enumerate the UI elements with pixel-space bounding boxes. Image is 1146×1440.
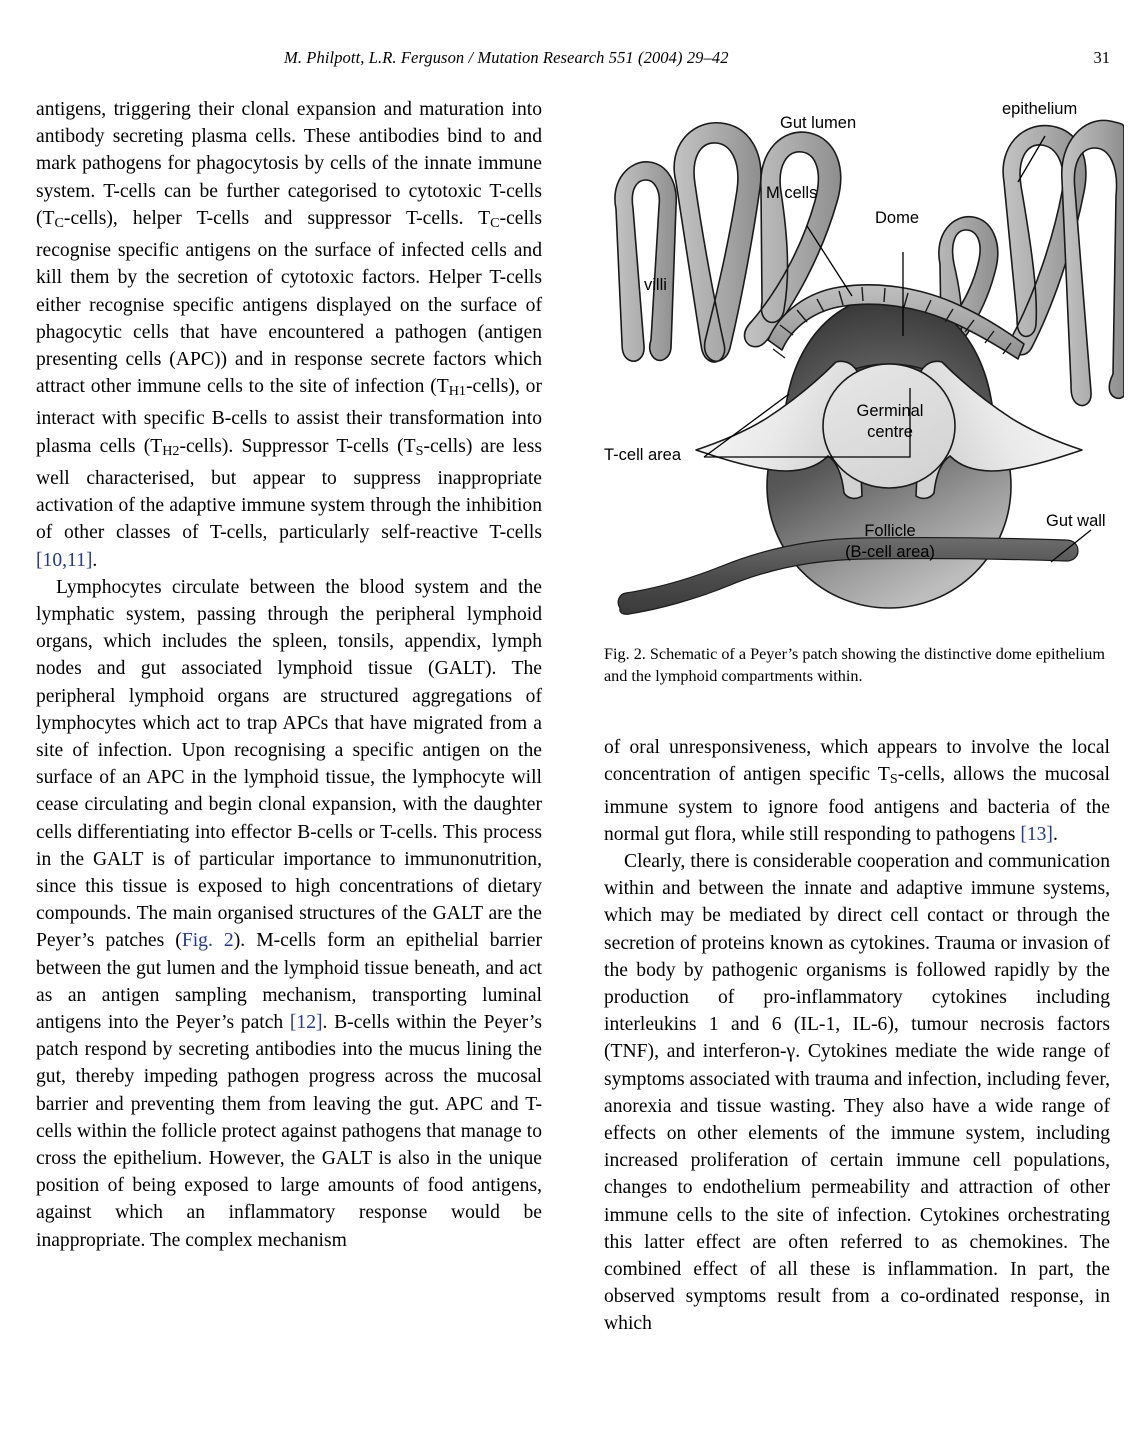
figure-label-epithelium: epithelium [1002,100,1078,118]
villus [1062,120,1124,405]
subscript: S [889,771,898,788]
figure-2 [604,96,1124,687]
page-number: 31 [1093,48,1110,67]
page-body [36,96,1110,1416]
figure-label-villi: villi [644,276,667,294]
figure-reference-link[interactable]: Fig. 2 [181,930,234,952]
figure-canvas [604,96,1124,636]
subscript: S [415,442,424,459]
figure-label-t-cell-area: T-cell area [604,446,682,464]
subscript: H1 [448,383,466,400]
reference-link[interactable]: [12] [289,1011,323,1033]
figure-label-m-cells: M cells [766,184,818,202]
germinal-centre-line-2: centre [867,423,913,441]
villi-left-group [615,123,841,362]
reference-link[interactable]: [10,11] [36,549,93,571]
germinal-centre-line-1: Germinal [856,402,924,420]
figure-label-germinal-centre [843,401,937,443]
figure-label-gut-lumen: Gut lumen [780,114,857,132]
figure-label-gut-wall: Gut wall [1046,512,1106,530]
villus [615,162,676,361]
follicle-line-2: (B-cell area) [845,543,935,561]
paragraph: Clearly, there is considerable cooperation and communication within and between the innate and adaptive immune systems, which may be mediated by direct cell contact or through the secretion of proteins known as cytokines. Trauma or invasion of the body by pathogenic organisms is followed rapidly by the production of pro-inflammatory cytokines including interleukins 1 and 6 (IL-1, IL-6), tumour necrosis factors (TNF), and interferon-γ. Cytokines mediate the wide range of symptoms associated with trauma and infection, including fever, anorexia and tissue wasting. They also have a wide range of effects on other elements of the immune system, including increased proliferation of certain immune cell populations, changes to endothelium permeability and attraction of other immune cells to the site of infection. Cytokines orchestrating this latter effect are often referred to as chemokines. The combined effect of all these is inflammation. In part, the observed symptoms result from a co-ordinated response, in which [604,850,1110,1335]
paragraph: of oral unresponsiveness, which appears to involve the local concentration of antigen specific $T_S$-cells, allows the mucosal immune system to ignore food antigens and bacteria of the normal gut flora, while still responding to pathogens [13]. [604,737,1110,845]
paragraph: antigens, triggering their clonal expansion and maturation into antibody secreting plasma cells. These antibodies bind to and mark pathogens for phagocytosis by cells of the innate immune system. T-cells can be further categorised to cytotoxic T-cells $(T_C-cells)$, helper T-cells and suppressor T-cells. $T_C$-cells recognise specific antigens on the surface of infected cells and kill them by the secretion of cytotoxic factors. Helper T-cells either recognise specific antigens displayed on the surface of phagocytic cells that have encountered a pathogen (antigen presenting cells (APC)) and in response secrete factors which attract other immune cells to the site of infection $(T_{H1}-cells)$, or interact with specific B-cells to assist their transformation into plasma cells $(T_{H2}-cells)$. Suppressor T-cells $(T_S-cells)$ are less well characterised, but appear to suppress inappropriate activation of the adaptive immune system through the inhibition of other classes of T-cells, particularly self-reactive T-cells [10,11]. [36,99,542,571]
figure-label-dome: Dome [875,209,920,227]
right-column [604,734,1110,1338]
figure-label-follicle [829,521,951,563]
follicle-line-1: Follicle [864,522,916,540]
paragraph: Lymphocytes circulate between the blood system and the lymphatic system, passing through the peripheral lymphoid organs, which includes the spleen, tonsils, appendix, lymph nodes and gut associated lymphoid tissue (GALT). The peripheral lymphoid organs are structured aggregations of lymphocytes which act to trap APCs that have migrated from a site of infection. Upon recognising a specific antigen on the surface of an APC in the lymphoid tissue, the lymphocyte will cease circulating and begin clonal expansion, with the daughter cells differentiating into effector B-cells or T-cells. This process in the GALT is of particular importance to immunonutrition, since this tissue is exposed to high concentrations of dietary compounds. The main organised structures of the GALT are the Peyer’s patches (Fig. 2). M-cells form an epithelial barrier between the gut lumen and the lymphoid tissue beneath, and act as an antigen sampling mechanism, transporting luminal antigens into the Peyer’s patch [12]. B-cells within the Peyer’s patch respond by secreting antibodies into the mucus lining the gut, thereby impeding pathogen progress across the mucosal barrier and preventing them from leaving the gut. APC and T-cells within the follicle protect against pathogens that manage to cross the epithelium. However, the GALT is also in the unique position of being exposed to large amounts of food antigens, against which an inflammatory response would be inappropriate. The complex mechanism [36,576,542,1251]
subscript: C [54,214,64,231]
figure-caption: Fig. 2. Schematic of a Peyer’s patch showing the distinctive dome epithelium and the lymphoid compartments within. [604,645,1105,685]
left-column [36,96,542,1254]
subscript: H2 [162,442,180,459]
running-head [36,48,1110,74]
reference-link[interactable]: [13] [1020,823,1053,845]
running-head-citation: M. Philpott, L.R. Ferguson / Mutation Research 551 (2004) 29–42 [284,48,729,67]
subscript: C [490,214,500,231]
